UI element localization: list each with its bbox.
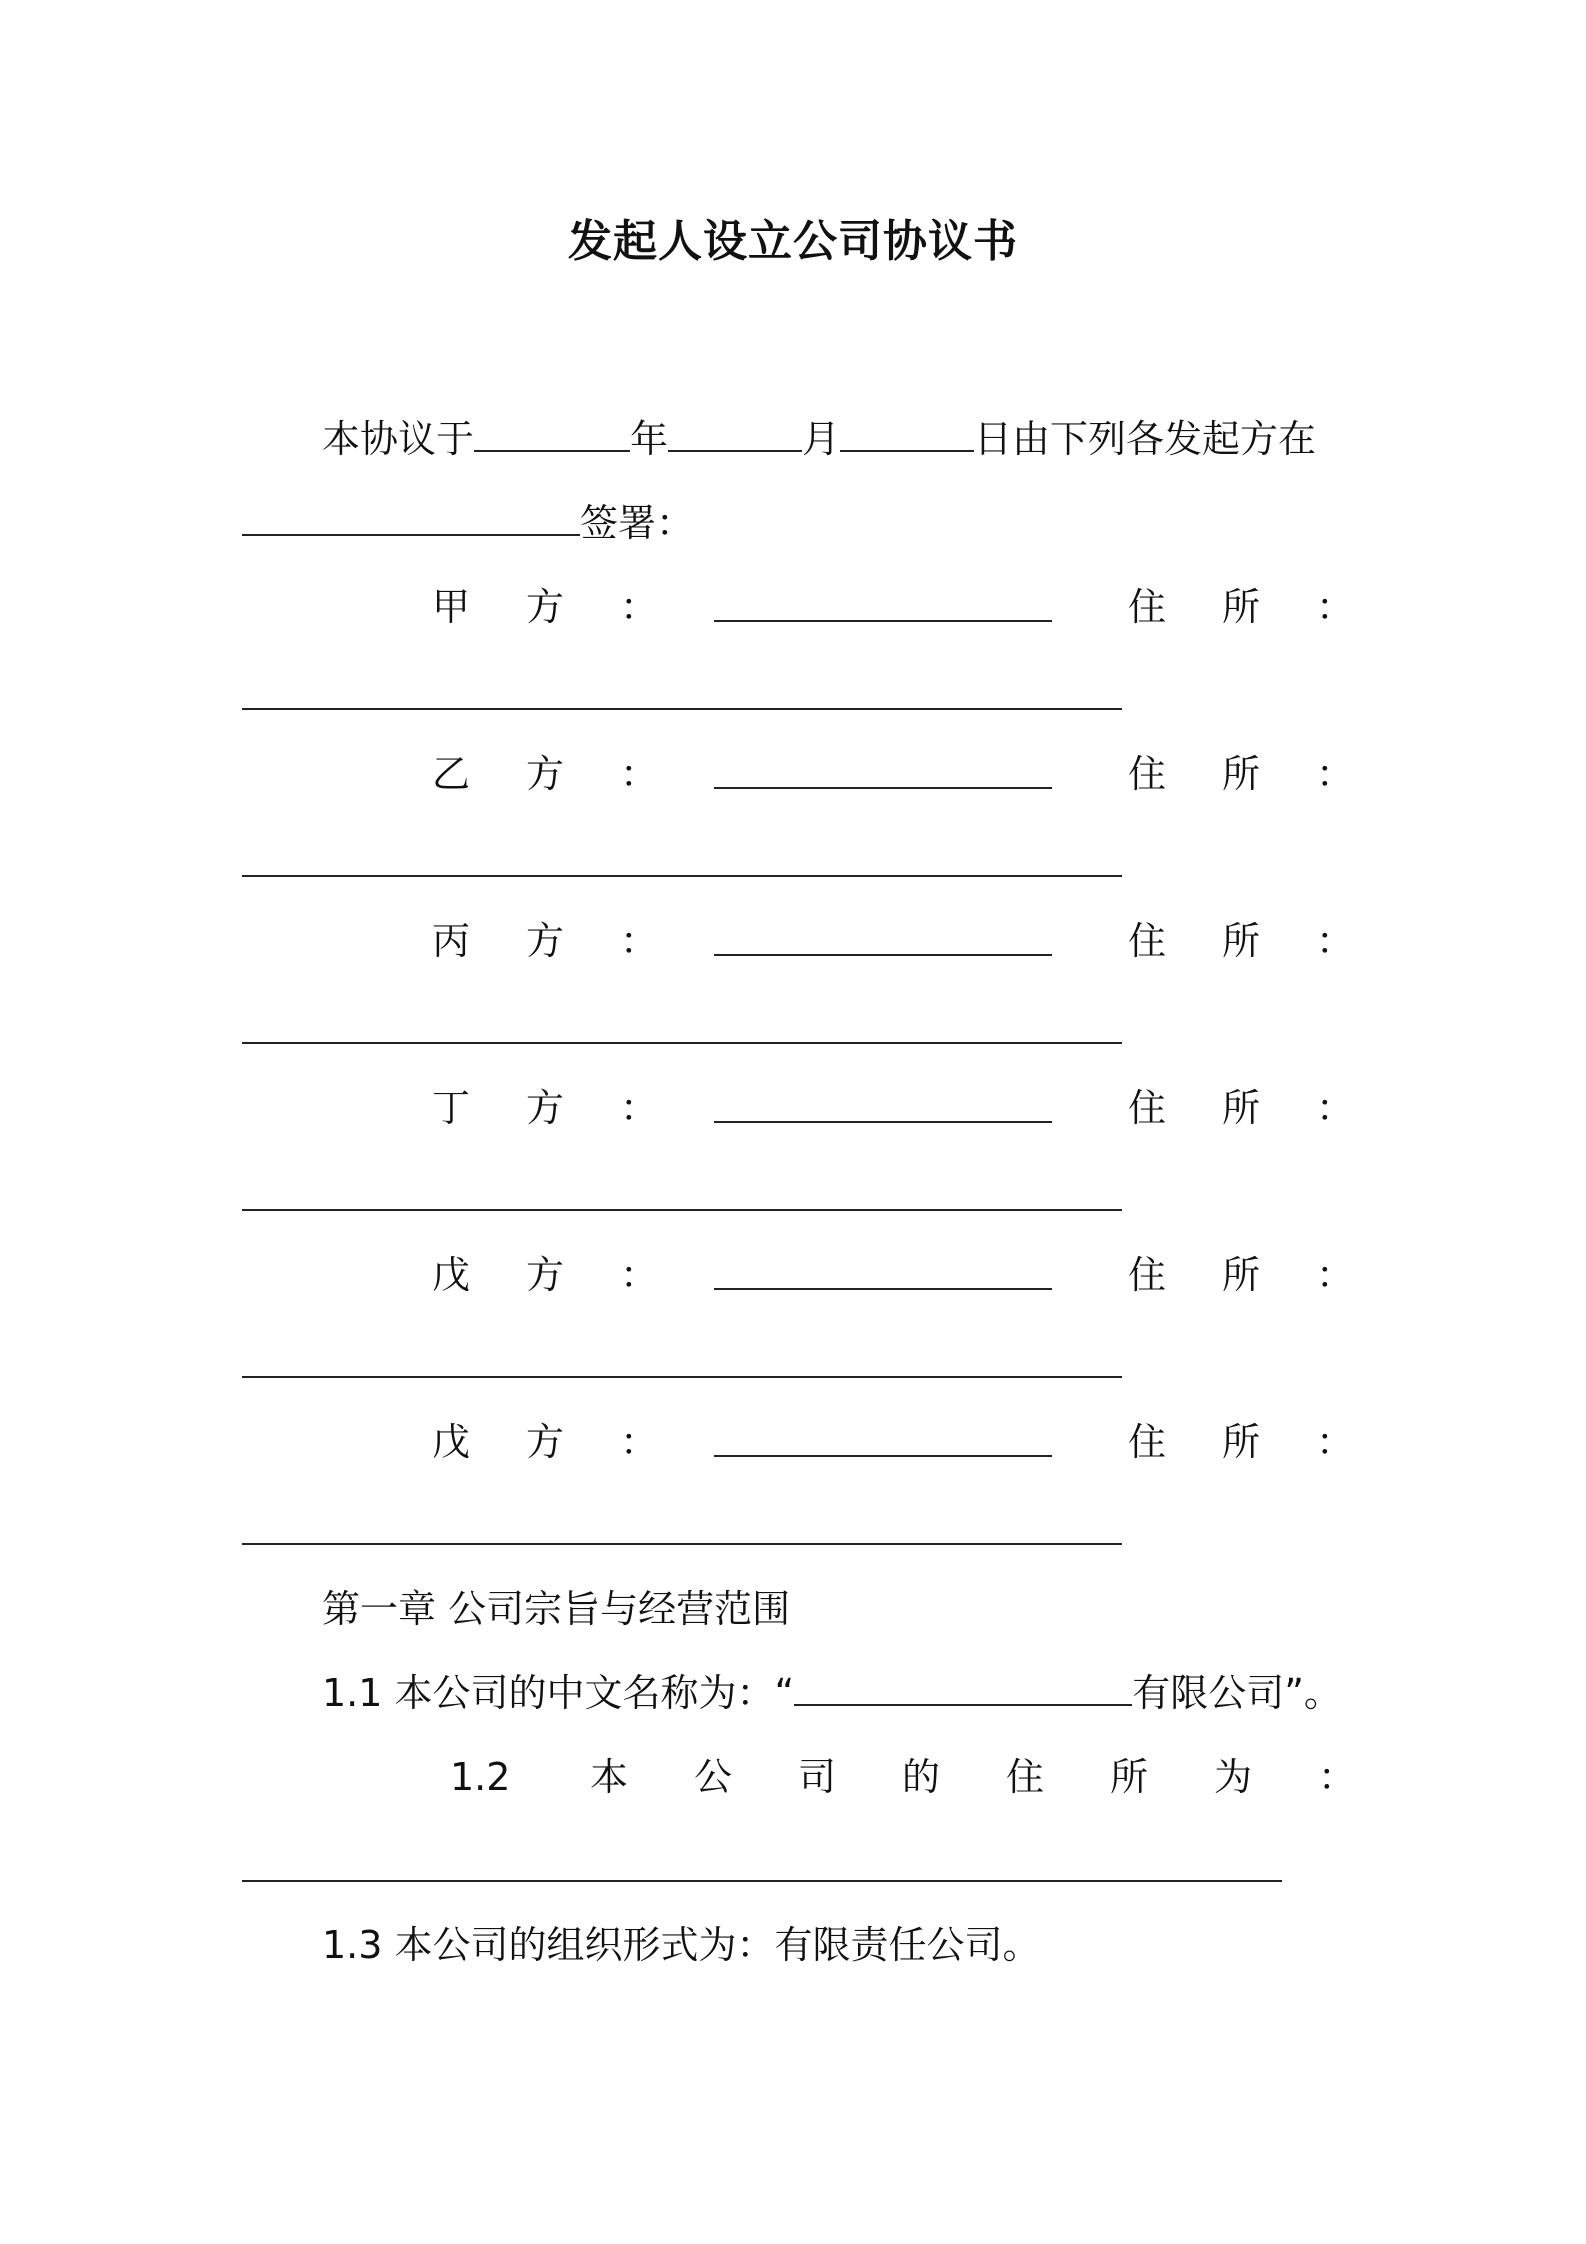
party-address-blank[interactable] — [242, 1209, 1122, 1211]
item-1-2-char: 的 — [902, 1755, 941, 1799]
intro-suffix: 日由下列各发起方在 — [974, 417, 1317, 461]
document-title: 发起人设立公司协议书 — [568, 216, 1018, 267]
party-name-blank[interactable] — [714, 1085, 1052, 1123]
address-label-char: 所 — [1222, 585, 1261, 629]
party-colon: ： — [620, 919, 659, 963]
party-suffix: 方 — [526, 752, 565, 796]
signing-place-blank[interactable] — [242, 498, 580, 536]
party-address-blank[interactable] — [242, 1543, 1122, 1545]
party-suffix: 方 — [526, 585, 565, 629]
address-label-char: 住 — [1128, 752, 1167, 796]
address-label-char: 所 — [1222, 1420, 1261, 1464]
address-colon: ： — [1316, 1253, 1355, 1297]
party-colon: ： — [620, 1420, 659, 1464]
party-row — [0, 1250, 1586, 1300]
address-colon: ： — [1316, 1420, 1355, 1464]
company-name-blank[interactable] — [794, 1668, 1132, 1706]
address-colon: ： — [1316, 752, 1355, 796]
item-1-2-char: 本 — [590, 1755, 629, 1799]
intro-signed: 签署： — [580, 501, 695, 545]
party-suffix: 方 — [526, 1420, 565, 1464]
party-row — [0, 749, 1586, 799]
item-1-2-char: 公 — [694, 1755, 733, 1799]
party-row — [0, 1417, 1586, 1467]
address-colon: ： — [1316, 585, 1355, 629]
item-1-1-suffix: 有限公司”。 — [1132, 1671, 1342, 1715]
address-label-char: 住 — [1128, 1086, 1167, 1130]
chapter-1-heading: 第一章 公司宗旨与经营范围 — [322, 1587, 791, 1631]
item-1-3: 1.3 本公司的组织形式为：有限责任公司。 — [322, 1923, 1041, 1967]
item-1-1 — [322, 1668, 1342, 1718]
intro-prefix: 本协议于 — [322, 417, 475, 461]
party-label: 甲 — [432, 585, 471, 629]
party-name-blank[interactable] — [714, 918, 1052, 956]
item-1-2-char: 所 — [1110, 1755, 1149, 1799]
party-label: 戊 — [432, 1420, 471, 1464]
address-label-char: 住 — [1128, 585, 1167, 629]
address-colon: ： — [1316, 919, 1355, 963]
intro-year: 年 — [630, 417, 669, 461]
party-address-blank[interactable] — [242, 1042, 1122, 1044]
party-label: 丙 — [432, 919, 471, 963]
party-colon: ： — [620, 585, 659, 629]
item-1-1-prefix: 1.1 本公司的中文名称为：“ — [322, 1671, 795, 1715]
address-label-char: 所 — [1222, 1086, 1261, 1130]
date-month-blank[interactable] — [668, 414, 802, 452]
address-label-char: 住 — [1128, 1420, 1167, 1464]
address-label-char: 所 — [1222, 752, 1261, 796]
party-address-blank[interactable] — [242, 1376, 1122, 1378]
party-row — [0, 916, 1586, 966]
item-1-2-number: 1.2 — [450, 1755, 511, 1799]
item-1-2-char: 为 — [1214, 1755, 1253, 1799]
address-label-char: 住 — [1128, 919, 1167, 963]
intro-month: 月 — [802, 417, 841, 461]
party-row — [0, 582, 1586, 632]
item-1-2-colon: ： — [1318, 1755, 1357, 1799]
date-day-blank[interactable] — [840, 414, 974, 452]
party-suffix: 方 — [526, 1253, 565, 1297]
address-label-char: 住 — [1128, 1253, 1167, 1297]
party-colon: ： — [620, 1086, 659, 1130]
party-name-blank[interactable] — [714, 1419, 1052, 1457]
party-name-blank[interactable] — [714, 1252, 1052, 1290]
signing-place-line — [242, 498, 694, 548]
item-1-2-char: 司 — [798, 1755, 837, 1799]
party-row — [0, 1083, 1586, 1133]
party-colon: ： — [620, 1253, 659, 1297]
item-1-2 — [0, 1752, 1586, 1802]
address-colon: ： — [1316, 1086, 1355, 1130]
date-year-blank[interactable] — [474, 414, 630, 452]
party-suffix: 方 — [526, 1086, 565, 1130]
intro-line — [322, 414, 1316, 464]
address-label-char: 所 — [1222, 1253, 1261, 1297]
item-1-2-char: 住 — [1006, 1755, 1045, 1799]
party-label: 戊 — [432, 1253, 471, 1297]
company-address-blank[interactable] — [242, 1880, 1282, 1882]
party-name-blank[interactable] — [714, 751, 1052, 789]
party-suffix: 方 — [526, 919, 565, 963]
party-label: 丁 — [432, 1086, 471, 1130]
party-label: 乙 — [432, 752, 471, 796]
address-label-char: 所 — [1222, 919, 1261, 963]
party-name-blank[interactable] — [714, 584, 1052, 622]
party-address-blank[interactable] — [242, 708, 1122, 710]
party-address-blank[interactable] — [242, 875, 1122, 877]
party-colon: ： — [620, 752, 659, 796]
